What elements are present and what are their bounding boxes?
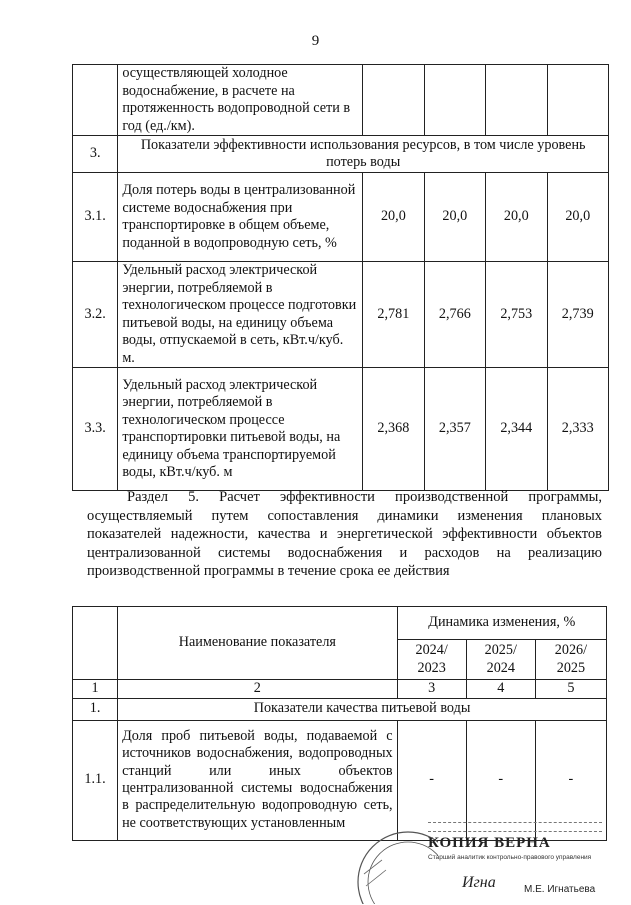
column-number: 4 <box>466 680 535 699</box>
row-description: осуществляющей холодное водоснабжение, в расчете на протяженность водопроводной сети в год (ед./км). <box>118 65 363 136</box>
stamp-header-line <box>428 822 602 832</box>
indicators-table <box>72 64 609 491</box>
value-cell: 20,0 <box>547 173 609 262</box>
column-number: 3 <box>397 680 466 699</box>
row-number: 3.2. <box>73 262 118 368</box>
row-description: Удельный расход электрической энергии, потребляемой в технологическом процессе подготовки питьевой воды, на единицу объема воды, отпускаемой в сеть, кВт.ч/куб. м. <box>118 262 363 368</box>
header-empty-cell <box>73 607 118 680</box>
stamp-name: М.Е. Игнатьева <box>524 884 596 895</box>
row-number: 3.1. <box>73 173 118 262</box>
value-cell: 2,753 <box>486 262 547 368</box>
stamp-role: Старший аналитик контрольно-правового управления <box>428 854 592 861</box>
value-cell: - <box>466 720 535 840</box>
value-cell: 2,739 <box>547 262 609 368</box>
value-cell: - <box>535 720 606 840</box>
column-number-row <box>73 680 607 699</box>
row-number: 1.1. <box>73 720 118 840</box>
value-cell: 2,344 <box>486 368 547 491</box>
column-number: 5 <box>535 680 606 699</box>
value-cell: 20,0 <box>486 173 547 262</box>
header-name: Наименование показателя <box>118 607 398 680</box>
table-row <box>73 368 609 491</box>
section-row <box>73 698 607 720</box>
row-description: Доля проб питьевой воды, подаваемой с источников водоснабжения, водопроводных станций или иных объектов централизованной системы водоснабжения в распределительную водопроводную сеть, не соответствующих установленным <box>118 720 398 840</box>
value-cell <box>424 65 485 136</box>
row-description: Доля потерь воды в централизованной системе водоснабжения при транспортировке в общем объеме, поданной в водопроводную сеть, % <box>118 173 363 262</box>
section-number: 3. <box>73 136 118 173</box>
row-description: Удельный расход электрической энергии, потребляемой в технологическом процессе транспортировки питьевой воды, на единицу объема транспортируемой воды, кВт.ч/куб. м <box>118 368 363 491</box>
header-row <box>73 607 607 640</box>
round-seal-icon <box>352 824 438 904</box>
table-row <box>73 173 609 262</box>
value-cell <box>363 65 424 136</box>
section-row <box>73 136 609 173</box>
value-cell: 2,368 <box>363 368 424 491</box>
row-number <box>73 65 118 136</box>
page-number: 9 <box>311 33 320 49</box>
certified-copy-stamp <box>428 822 602 900</box>
value-cell <box>547 65 609 136</box>
section-title: Показатели эффективности использования ресурсов, в том числе уровень потерь воды <box>118 136 609 173</box>
dynamics-table <box>72 606 607 841</box>
header-dynamics: Динамика изменения, % <box>397 607 606 640</box>
value-cell: 2,333 <box>547 368 609 491</box>
section-5-text: Раздел 5. Расчет эффективности производственной программы, осуществляемый путем сопоставления динамики изменения плановых показателей надежности, качества и энергетической эффективности объектов централизованной системы водоснабжения и расходов на реализацию производственной программы в течение срока ее действия <box>87 489 602 579</box>
value-cell: 20,0 <box>363 173 424 262</box>
column-number: 2 <box>118 680 398 699</box>
table-row <box>73 262 609 368</box>
year-header: 2025/ 2024 <box>466 640 535 680</box>
column-number: 1 <box>73 680 118 699</box>
section-5-paragraph <box>87 488 602 581</box>
row-number: 3.3. <box>73 368 118 491</box>
section-title: Показатели качества питьевой воды <box>118 698 607 720</box>
section-number: 1. <box>73 698 118 720</box>
value-cell: 2,357 <box>424 368 485 491</box>
year-header: 2024/ 2023 <box>397 640 466 680</box>
value-cell: 2,781 <box>363 262 424 368</box>
value-cell: - <box>397 720 466 840</box>
value-cell: 2,766 <box>424 262 485 368</box>
value-cell: 20,0 <box>424 173 485 262</box>
value-cell <box>486 65 547 136</box>
stamp-title: КОПИЯ ВЕРНА <box>428 835 551 851</box>
handwritten-signature: Игна <box>462 874 496 891</box>
year-header: 2026/ 2025 <box>535 640 606 680</box>
table-row <box>73 65 609 136</box>
